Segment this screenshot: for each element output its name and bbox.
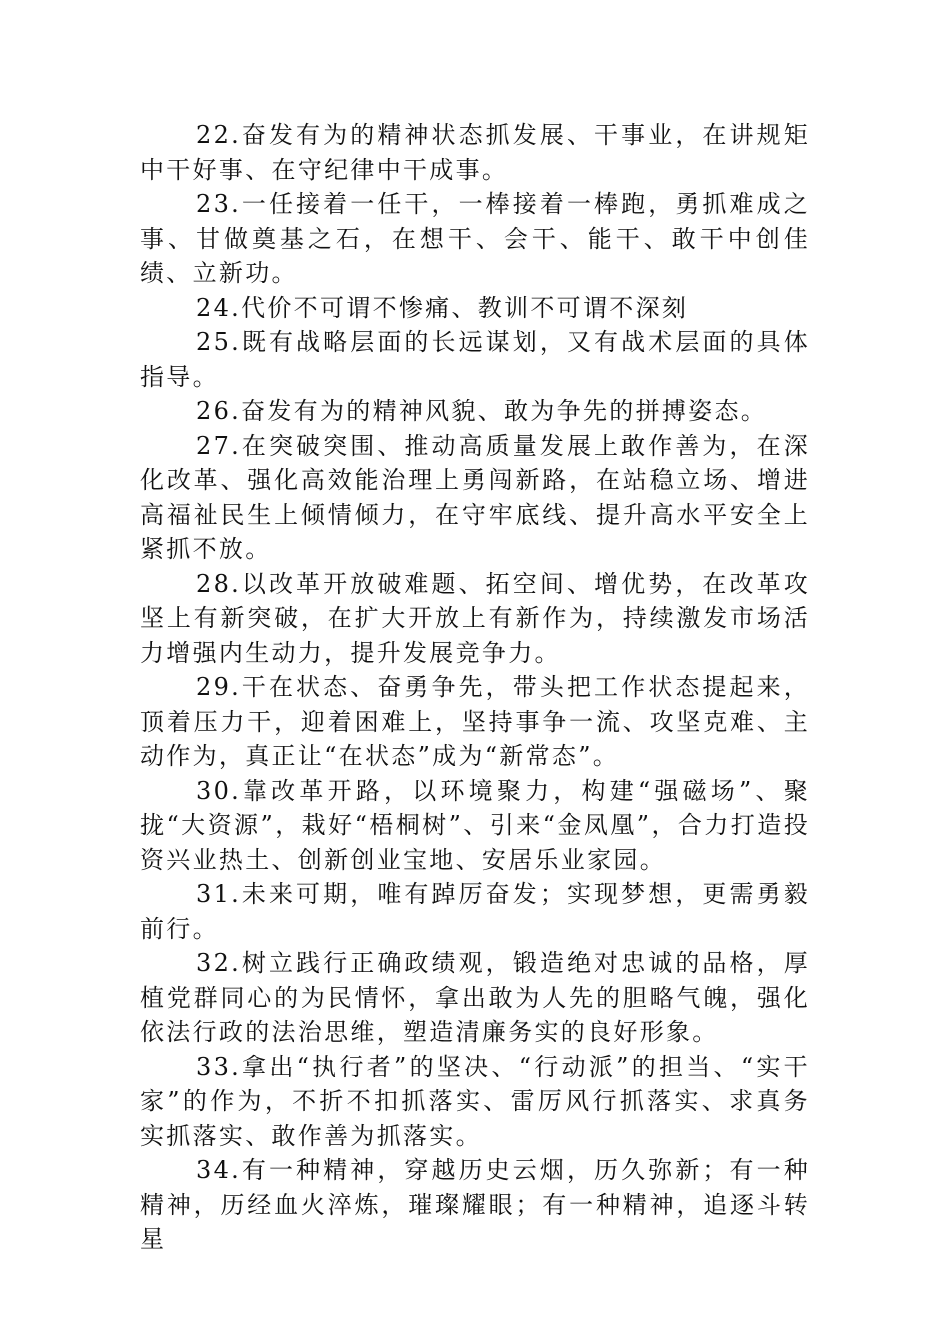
paragraph-29: 29.干在状态、奋勇争先，带头把工作状态提起来，顶着压力干，迎着困难上，坚持事争一流、攻坚克难、主动作为，真正让“在状态”成为“新常态”。 [140, 673, 810, 770]
paragraph-24: 24.代价不可谓不惨痛、教训不可谓不深刻 [196, 293, 689, 322]
paragraph-28: 28.以改革开放破难题、拓空间、增优势，在改革攻坚上有新突破，在扩大开放上有新作为，持续激发市场活力增强内生动力，提升发展竞争力。 [140, 569, 810, 667]
paragraph-30: 30.靠改革开路，以环境聚力，构建“强磁场”、聚拢“大资源”，栽好“梧桐树”、引来“金凤凰”，合力打造投资兴业热土、创新创业宝地、安居乐业家园。 [140, 776, 810, 874]
paragraph-31: 31.未来可期，唯有踔厉奋发；实现梦想，更需勇毅前行。 [140, 880, 810, 943]
paragraph-25: 25.既有战略层面的长远谋划，又有战术层面的具体指导。 [140, 328, 810, 391]
document-page [140, 118, 810, 1257]
paragraph-32: 32.树立践行正确政绩观，锻造绝对忠诚的品格，厚植党群同心的为民情怀，拿出敢为人先的胆略气魄，强化依法行政的法治思维，塑造清廉务实的良好形象。 [140, 949, 810, 1046]
paragraph-34: 34.有一种精神，穿越历史云烟，历久弥新；有一种精神，历经血火淬炼，璀璨耀眼；有一种精神，追逐斗转星 [140, 1156, 810, 1253]
paragraph-23: 23.一任接着一任干，一棒接着一棒跑，勇抓难成之事、甘做奠基之石，在想干、会干、能干、敢干中创佳绩、立新功。 [140, 190, 810, 287]
paragraph-27: 27.在突破突围、推动高质量发展上敢作善为，在深化改革、强化高效能治理上勇闯新路，在站稳立场、增进高福祉民生上倾情倾力，在守牢底线、提升高水平安全上紧抓不放。 [140, 431, 810, 563]
paragraph-26: 26.奋发有为的精神风貌、敢为争先的拼搏姿态。 [196, 397, 768, 425]
paragraph-33: 33.拿出“执行者”的坚决、“行动派”的担当、“实干家”的作为，不折不扣抓落实、雷厉风行抓落实、求真务实抓落实、敢作善为抓落实。 [140, 1052, 810, 1150]
paragraph-22: 22.奋发有为的精神状态抓发展、干事业，在讲规矩中干好事、在守纪律中干成事。 [140, 121, 810, 184]
